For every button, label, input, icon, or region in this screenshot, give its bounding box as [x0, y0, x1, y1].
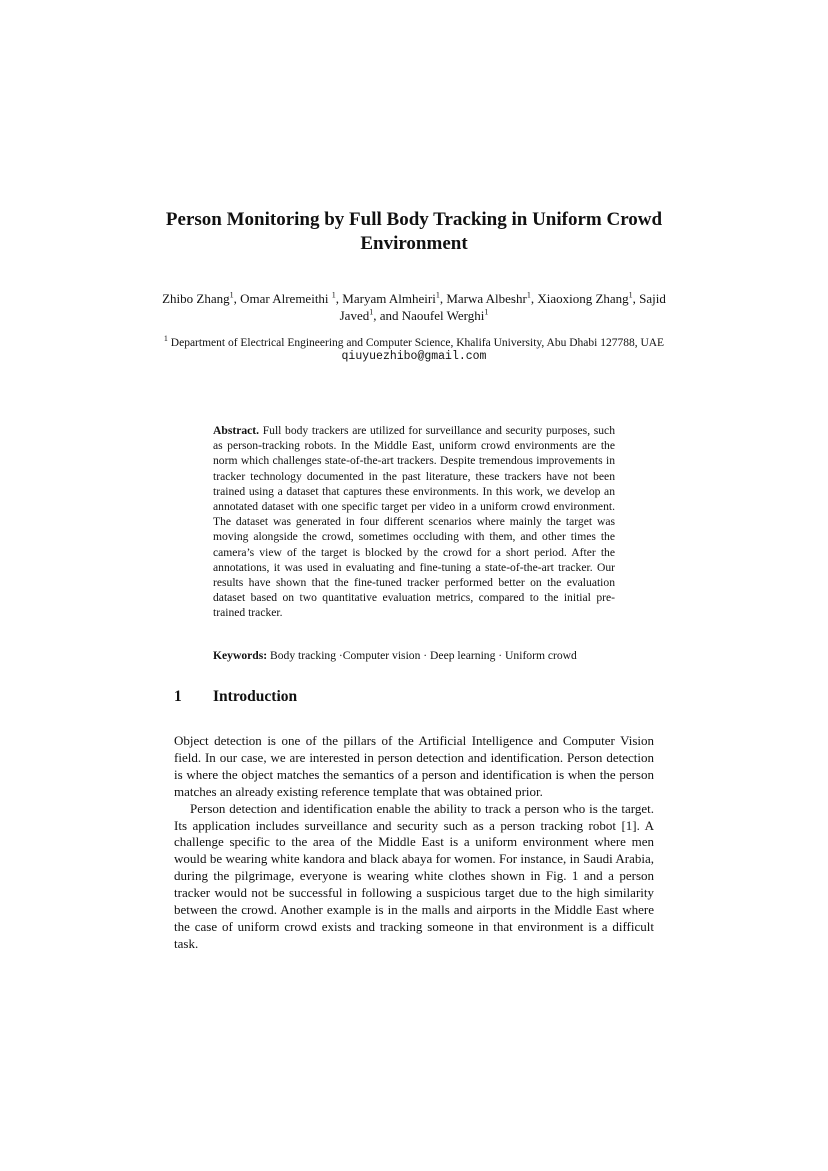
keywords-label: Keywords: [213, 649, 268, 662]
author: Maryam Almheiri$^1$, [342, 290, 447, 306]
abstract [213, 423, 615, 621]
paragraph: Person detection and identification enable the ability to track a person who is the target. Its application includes surveillance and security such as a person tracking robot [1]. A challenge specific to the area of the Middle East is a uniform environment where men would be wearing white kandora and black abaya for women. For instance, in Saudi Arabia, during the pilgrimage, everyone is wearing white clothes shown in Fig. 1 and a person tracker would not be successful in following a suspicious target due to the high similarity between the crowd. Another example is in the malls and airports in the Middle East where the case of uniform crowd exists and tracking someone in that environment is a difficult task. [174, 800, 654, 951]
abstract-label: Abstract. [213, 424, 260, 437]
keywords [213, 648, 615, 663]
section-number: 1 [174, 688, 182, 705]
affiliation: $^1$ Department of Electrical Engineering and Computer Science, Khalifa University, Abu Dhabi 127788, UAE qiuyuezhibo@gmail.com [160, 336, 668, 364]
author: Marwa Albeshr$^1$, [446, 290, 538, 306]
keywords-text: Body tracking ·Computer vision · Deep learning · Uniform crowd [267, 649, 577, 662]
affiliation-text: Department of Electrical Engineering and Computer Science, Khalifa University, Abu Dhabi 127788, UAE [167, 337, 665, 349]
author-email: qiuyuezhibo@gmail.com [341, 350, 487, 363]
author: Zhibo Zhang$^1$, [162, 290, 241, 306]
author-list [160, 290, 668, 324]
author: Xiaoxiong Zhang$^1$, [537, 290, 640, 306]
abstract-text: Full body trackers are utilized for surveillance and security purposes, such as person-tracking robots. In the Middle East, uniform crowd environments are the norm which challenges state-of-the-art trackers. Despite tremendous improvements in tracker technology documented in the past literature, these trackers have not been trained using a dataset that captures these environments. In this work, we develop an annotated dataset with one specific target per video in a uniform crowd environment. The dataset was generated in four different scenarios where mainly the target was moving alongside the crowd, sometimes occluding with them, and other times the camera’s view of the target is blocked by the crowd for a short period. After the annotations, it was used in evaluating and fine-tuning a state-of-the-art tracker. Our results have shown that the fine-tuned tracker performed better on the evaluation dataset based on two quantitative evaluation metrics, compared to the initial pre-trained tracker. [213, 424, 615, 620]
author: Omar Alremeithi $^1$, [240, 290, 343, 306]
section-body [174, 733, 654, 953]
paragraph: Object detection is one of the pillars of the Artificial Intelligence and Computer Vision field. In our case, we are interested in person detection and identification. Person detection is where the object matches the semantics of a person and identification is when the person matches an already existing reference template that was obtained prior. [174, 733, 654, 799]
paper-title: Person Monitoring by Full Body Tracking in Uniform Crowd Environment [165, 209, 663, 254]
section-heading [174, 688, 297, 706]
author: Naoufel Werghi$^1$ [401, 307, 489, 323]
author: Sajid Javed$^1$, and [339, 291, 666, 323]
section-title: Introduction [213, 688, 298, 705]
